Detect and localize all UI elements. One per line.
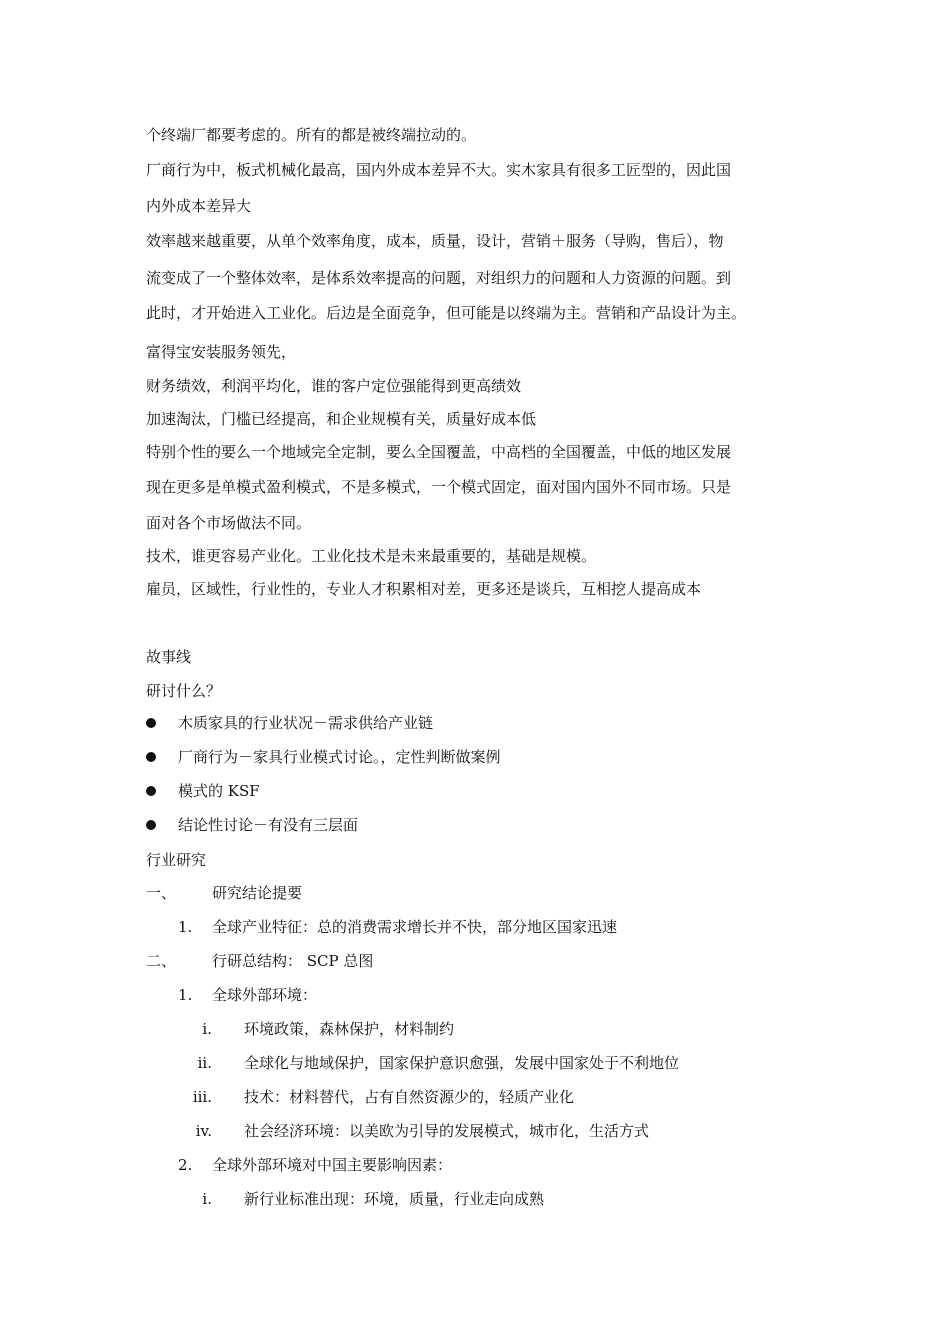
industry-heading: 行业研究 bbox=[146, 851, 207, 869]
bullet-item: 厂商行为－家具行业模式讨论。，定性判断做案例 bbox=[178, 748, 501, 766]
outline-item: 技术：材料替代，占有自然资源少的，轻质产业化 bbox=[244, 1088, 575, 1106]
paragraph-line: 内外成本差异大 bbox=[146, 197, 252, 215]
paragraph-line: 特别个性的要么一个地域完全定制，要么全国覆盖，中高档的全国覆盖，中低的地区发展 bbox=[146, 443, 732, 461]
paragraph-line: 流变成了一个整体效率，是体系效率提高的问题，对组织力的问题和人力资源的问题。到 bbox=[146, 269, 732, 287]
outline-item: 研究结论提要 bbox=[212, 884, 303, 902]
paragraph-line: 财务绩效，利润平均化，谁的客户定位强能得到更高绩效 bbox=[146, 377, 522, 395]
paragraph-line: 面对各个市场做法不同。 bbox=[146, 514, 312, 532]
bullet-item: 结论性讨论－有没有三层面 bbox=[178, 816, 359, 834]
bullet-dot-icon bbox=[146, 718, 156, 728]
outline-marker: 2. bbox=[178, 1156, 193, 1174]
outline-item: 行研总结构： SCP 总图 bbox=[212, 952, 374, 970]
bullet-item: 木质家具的行业状况－需求供给产业链 bbox=[178, 714, 434, 732]
question-line: 研讨什么？ bbox=[146, 682, 222, 700]
bullet-dot-icon bbox=[146, 786, 156, 796]
outline-item: 新行业标准出现：环境，质量，行业走向成熟 bbox=[244, 1190, 545, 1208]
paragraph-line: 厂商行为中，板式机械化最高，国内外成本差异不大。实木家具有很多工匠型的，因此国 bbox=[146, 161, 732, 179]
outline-item: 全球外部环境： bbox=[212, 986, 318, 1004]
paragraph-line: 此时，才开始进入工业化。后边是全面竞争，但可能是以终端为主。营销和产品设计为主。 bbox=[146, 304, 747, 322]
outline-marker: ii. bbox=[197, 1054, 212, 1072]
paragraph-line: 现在更多是单模式盈利模式，不是多模式，一个模式固定，面对国内国外不同市场。只是 bbox=[146, 478, 732, 496]
outline-marker: 一、 bbox=[146, 884, 177, 902]
outline-item: 全球化与地域保护，国家保护意识愈强，发展中国家处于不利地位 bbox=[244, 1054, 680, 1072]
outline-item: 全球外部环境对中国主要影响因素： bbox=[212, 1156, 453, 1174]
outline-marker: i. bbox=[202, 1020, 212, 1038]
storyline-heading: 故事线 bbox=[146, 648, 192, 666]
outline-marker: i. bbox=[202, 1190, 212, 1208]
outline-item: 全球产业特征：总的消费需求增长并不快，部分地区国家迅速 bbox=[212, 918, 618, 936]
paragraph-line: 雇员，区域性，行业性的，专业人才积累相对差，更多还是谈兵，互相挖人提高成本 bbox=[146, 580, 702, 598]
outline-item: 环境政策，森林保护，材料制约 bbox=[244, 1020, 455, 1038]
paragraph-line: 效率越来越重要，从单个效率角度，成本，质量，设计，营销＋服务（导购，售后），物 bbox=[146, 232, 724, 250]
outline-marker: iv. bbox=[195, 1122, 212, 1140]
paragraph-line: 技术，谁更容易产业化。工业化技术是未来最重要的，基础是规模。 bbox=[146, 547, 597, 565]
paragraph-line: 个终端厂都要考虑的。所有的都是被终端拉动的。 bbox=[146, 126, 477, 144]
outline-marker: 二、 bbox=[146, 952, 177, 970]
bullet-item: 模式的 KSF bbox=[178, 782, 260, 800]
outline-marker: 1. bbox=[178, 918, 193, 936]
outline-marker: iii. bbox=[192, 1088, 212, 1106]
paragraph-line: 富得宝安装服务领先， bbox=[146, 343, 297, 361]
outline-item: 社会经济环境：以美欧为引导的发展模式，城市化，生活方式 bbox=[244, 1122, 650, 1140]
paragraph-line: 加速淘汰，门槛已经提高，和企业规模有关，质量好成本低 bbox=[146, 410, 537, 428]
bullet-dot-icon bbox=[146, 820, 156, 830]
bullet-dot-icon bbox=[146, 752, 156, 762]
outline-marker: 1. bbox=[178, 986, 193, 1004]
